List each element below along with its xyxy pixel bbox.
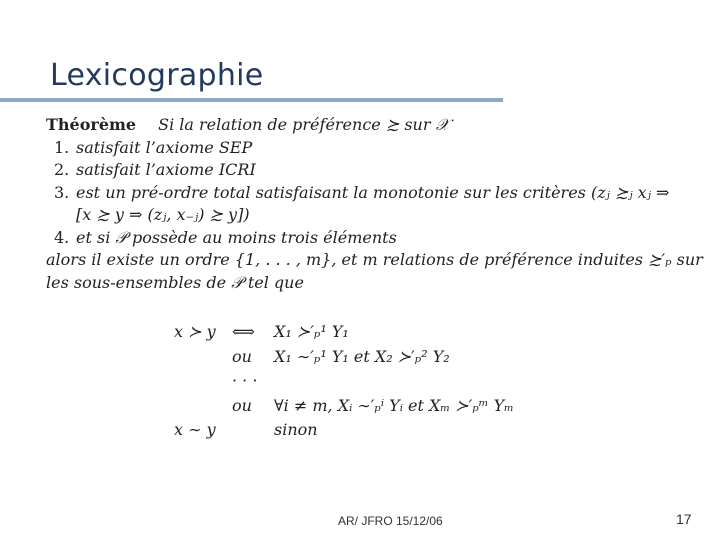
theorem-item [46,182,686,205]
theorem-heading: Théorème [46,115,137,134]
theorem-block [46,114,703,294]
equation-connector: ⟺ [232,322,255,341]
theorem-item [46,159,686,182]
equation-left: x ≻ y [174,322,216,341]
theorem-item [46,227,686,250]
item-text: est un pré-ordre total satisfaisant la monotonie sur les critères (zⱼ ≿ⱼ xⱼ ⇒ [76,182,670,202]
theorem-intro: Si la relation de préférence ≿ sur 𝒳 [158,115,450,134]
theorem-conclusion-line-2: les sous-ensembles de 𝒫 tel que [46,272,304,292]
item-continuation-text: [x ≿ y ⇒ (zⱼ, x₋ⱼ) ≿ y]) [76,205,250,224]
theorem-conclusion-line-1: alors il existe un ordre {1, . . . , m}, et m relations de préférence induites ≿′ₚ sur [46,250,703,269]
theorem-header [46,114,686,137]
slide-title: Lexicographie [50,58,264,93]
item-text: et si 𝒫 possède au moins trois éléments [76,227,397,247]
page-number: 17 [676,511,692,527]
equation-right: ∀i ≠ m, Xᵢ ∼′ₚⁱ Yᵢ et Xₘ ≻′ₚᵐ Yₘ [274,395,514,415]
item-number: 3. [54,182,70,202]
title-underline [0,98,503,102]
equation-right: X₁ ≻′ₚ¹ Y₁ [274,322,349,341]
equation-right: sinon [274,420,318,439]
equation-right: X₁ ∼′ₚ¹ Y₁ et X₂ ≻′ₚ² Y₂ [274,346,450,366]
slide-footer: AR/ JFRO 15/12/06 [338,514,443,528]
item-number: 4. [54,227,70,247]
equation-connector: ou [232,346,252,366]
equation-left: x ∼ y [174,420,216,439]
item-text: satisfait l’axiome ICRI [76,160,256,179]
equation-connector: · · · [232,371,258,390]
item-number: 1. [54,137,70,157]
equation-connector: ou [232,395,252,415]
theorem-item [46,137,686,160]
theorem-item-continuation [46,204,686,227]
item-number: 2. [54,160,70,179]
item-text: satisfait l’axiome SEP [76,137,253,157]
